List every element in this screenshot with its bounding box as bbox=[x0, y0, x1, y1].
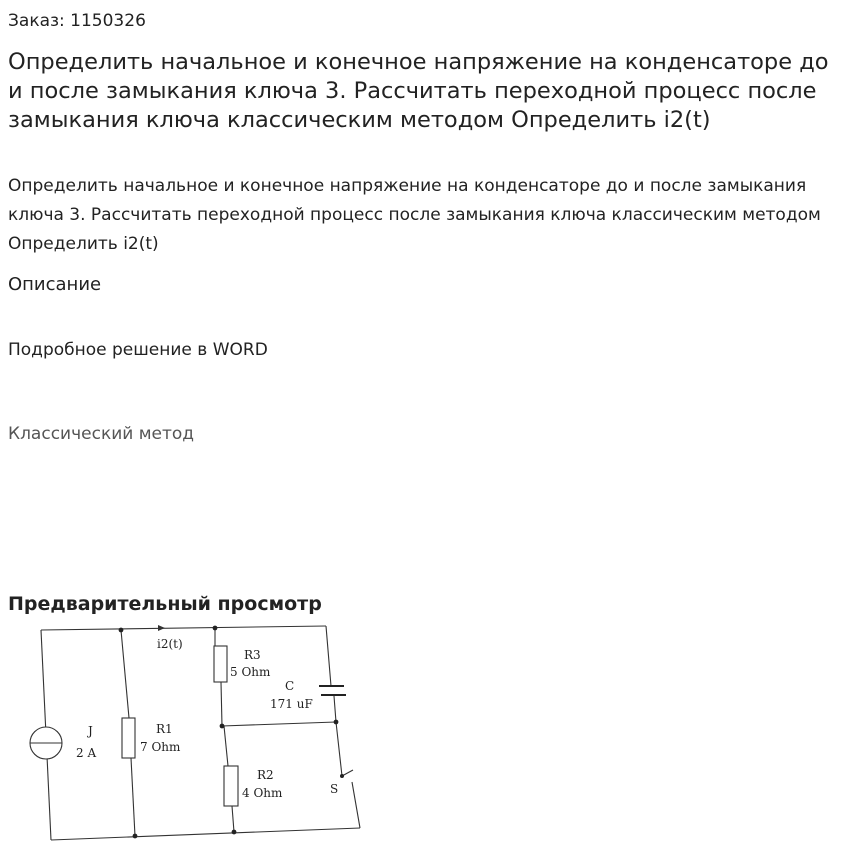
description-text: Подробное решение в WORD bbox=[8, 340, 268, 360]
description-heading: Описание bbox=[8, 274, 102, 295]
r3-value: 5 Ohm bbox=[230, 665, 271, 679]
circuit-diagram bbox=[8, 622, 370, 844]
circuit-preview-image bbox=[8, 622, 370, 844]
r1-value: 7 Ohm bbox=[140, 740, 181, 754]
r2-name: R2 bbox=[257, 768, 274, 782]
task-statement: Определить начальное и конечное напряжение на конденсаторе до и после замыкания ключа 3. Рассчитать переходной процесс после замыкания ключа классическим методом Определить i2(t) bbox=[8, 176, 821, 254]
order-number: Заказ: 1150326 bbox=[8, 11, 146, 31]
method-text: Классический метод bbox=[8, 424, 195, 444]
preview-heading: Предварительный просмотр bbox=[8, 593, 322, 615]
switch-name: S bbox=[330, 782, 339, 796]
source-value: 2 A bbox=[76, 746, 97, 760]
r2-value: 4 Ohm bbox=[242, 786, 283, 800]
r3-name: R3 bbox=[244, 648, 261, 662]
c-value: 171 uF bbox=[270, 697, 313, 711]
c-name: C bbox=[285, 679, 295, 693]
current-label: i2(t) bbox=[157, 637, 183, 651]
source-name: J bbox=[88, 724, 93, 738]
page-title: Определить начальное и конечное напряжение на конденсаторе до и после замыкания ключа 3. Рассчитать переходной процесс после замыкания ключа классическим методом Определить i2(t) bbox=[8, 49, 829, 133]
r1-name: R1 bbox=[156, 722, 173, 736]
